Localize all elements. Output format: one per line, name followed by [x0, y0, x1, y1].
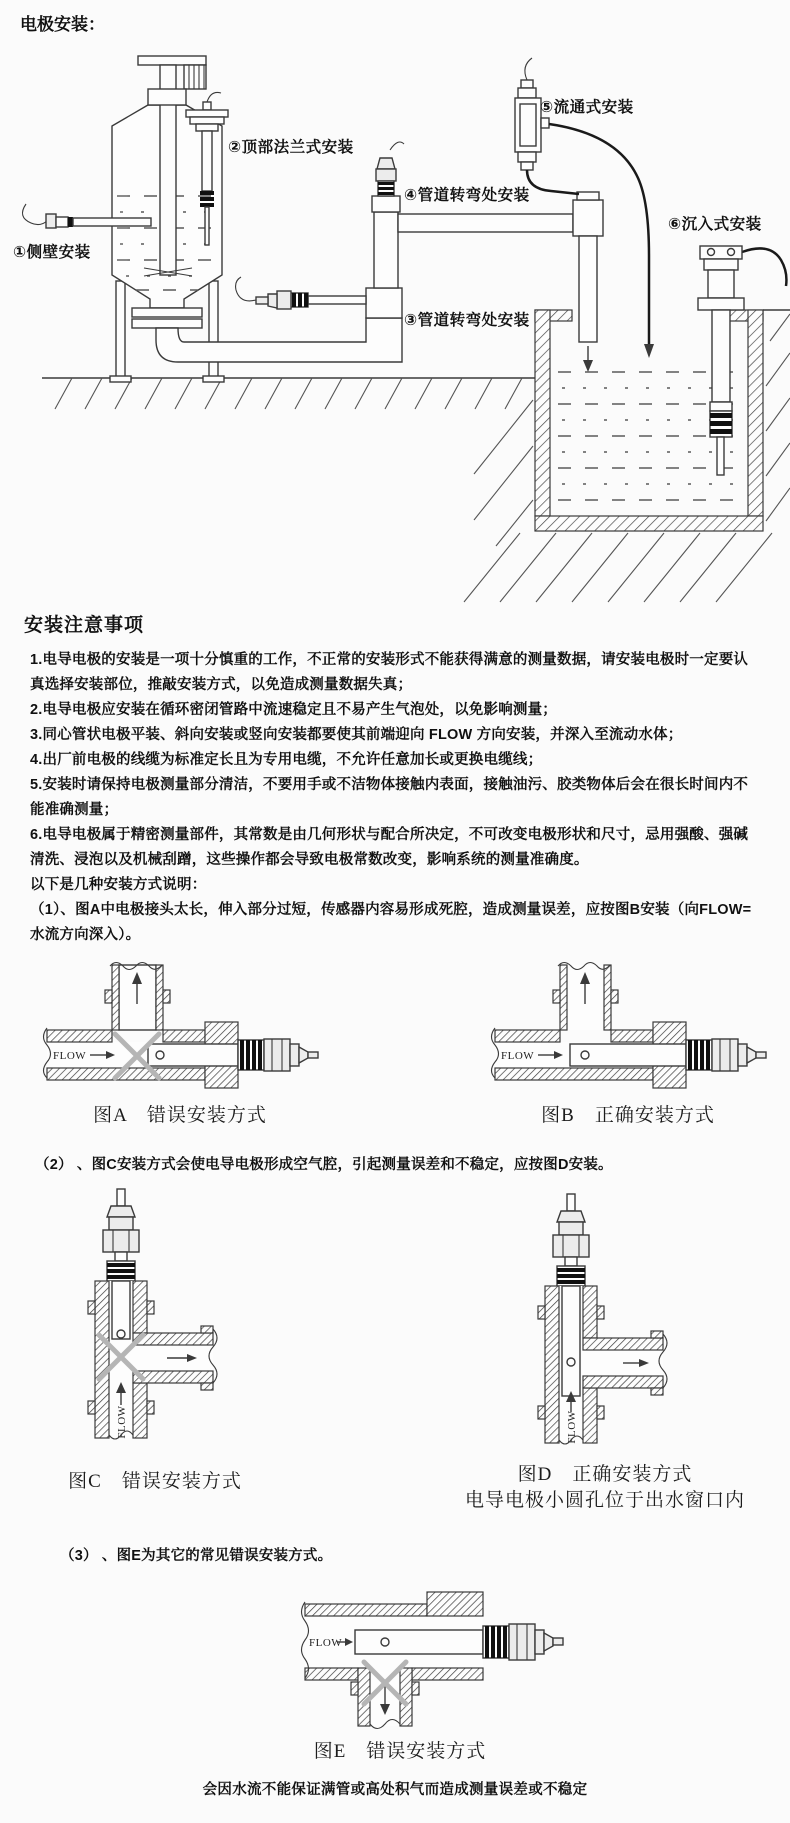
figure-d-subcaption: 电导电极小圆孔位于出水窗口内 [464, 1490, 745, 1511]
note-item-5: 5.安装时请保持电极测量部分清洁，不要用手或不洁物体接触内表面，接触油污、胶类物体后会在很长时间内不能准确测量； [30, 777, 749, 818]
method-3-text: （3） 、图E为其它的常见错误安装方式。 [60, 1548, 333, 1564]
figure-e-drawing [275, 1582, 565, 1742]
label-1-side-wall-install: ①侧壁安装 [13, 244, 91, 261]
electrode-4 [376, 142, 404, 196]
label-6-immersion-install: ⑥沉入式安装 [668, 216, 762, 233]
figure-c-caption: 图C 错误安装方式 [68, 1471, 242, 1492]
note-item-4: 4.出厂前电极的线缆为标准定长且为专用电缆，不允许任意加长或更换电缆线； [30, 752, 543, 768]
flow-label: FLOW [501, 1050, 535, 1062]
flow-label: FLOW [309, 1637, 343, 1649]
footer-note: 会因水流不能保证满管或高处积气而造成测量误差或不稳定 [202, 1782, 588, 1798]
label-5-flow-through-install: ⑤流通式安装 [540, 99, 634, 116]
figure-d-drawing [505, 1190, 705, 1455]
note-item-3: 3.同心管状电极平装、斜向安装或竖向安装都要使其前端迎向 FLOW 方向安装，并深入至流动水体； [30, 727, 683, 743]
notes-heading: 安装注意事项 [24, 615, 145, 636]
note-item-6: 6.电导电极属于精密测量部件，其常数是由几何形状与配合所决定，不可改变电极形状和尺寸，忌用强酸、强碱清洗、浸泡以及机械刮蹭，这些操作都会导致电极常数改变，影响系统的测量准确度。 [30, 827, 749, 868]
main-installation-diagram [0, 46, 790, 616]
methods-intro: 以下是几种安装方式说明： [30, 877, 207, 893]
flow-label: FLOW [566, 1410, 578, 1444]
figure-b-drawing [488, 960, 768, 1090]
label-2-top-flange-install: ②顶部法兰式安装 [228, 139, 354, 156]
flow-label: FLOW [53, 1050, 87, 1062]
label-3-pipe-elbow-install: ③管道转弯处安装 [404, 312, 530, 329]
method-1-text: （1）、图A中电极接头太长，伸入部分过短，传感器内容易形成死腔，造成测量误差，应按图B安装（向FLOW=水流方向深入）。 [30, 902, 752, 943]
figure-b-caption: 图B 正确安装方式 [541, 1105, 715, 1126]
electrode-6-immersion [698, 246, 786, 475]
ground-hatching [42, 310, 790, 602]
figure-a-drawing [40, 960, 320, 1090]
figure-c-drawing [55, 1185, 255, 1450]
method-2-text: （2） 、图C安装方式会使电导电极形成空气腔，引起测量误差和不稳定，应按图D安装。 [35, 1157, 613, 1173]
note-item-2: 2.电导电极应安装在循环密闭管路中流速稳定且不易产生气泡处，以免影响测量； [30, 702, 557, 718]
note-item-1: 1.电导电极的安装是一项十分慎重的工作，不正常的安装形式不能获得满意的测量数据，请安装电极时一定要认真选择安装部位，推敲安装方式，以免造成测量数据失真； [30, 652, 749, 693]
electrode-3 [236, 277, 366, 309]
page-title: 电极安装： [20, 15, 105, 34]
figure-d-caption: 图D 正确安装方式 [517, 1464, 693, 1485]
figure-e-caption: 图E 错误安装方式 [313, 1741, 487, 1762]
installation-notes-section [24, 610, 760, 948]
figure-a-caption: 图A 错误安装方式 [93, 1105, 267, 1126]
flow-label: FLOW [116, 1405, 128, 1439]
label-4-pipe-elbow-install: ④管道转弯处安装 [404, 187, 530, 204]
